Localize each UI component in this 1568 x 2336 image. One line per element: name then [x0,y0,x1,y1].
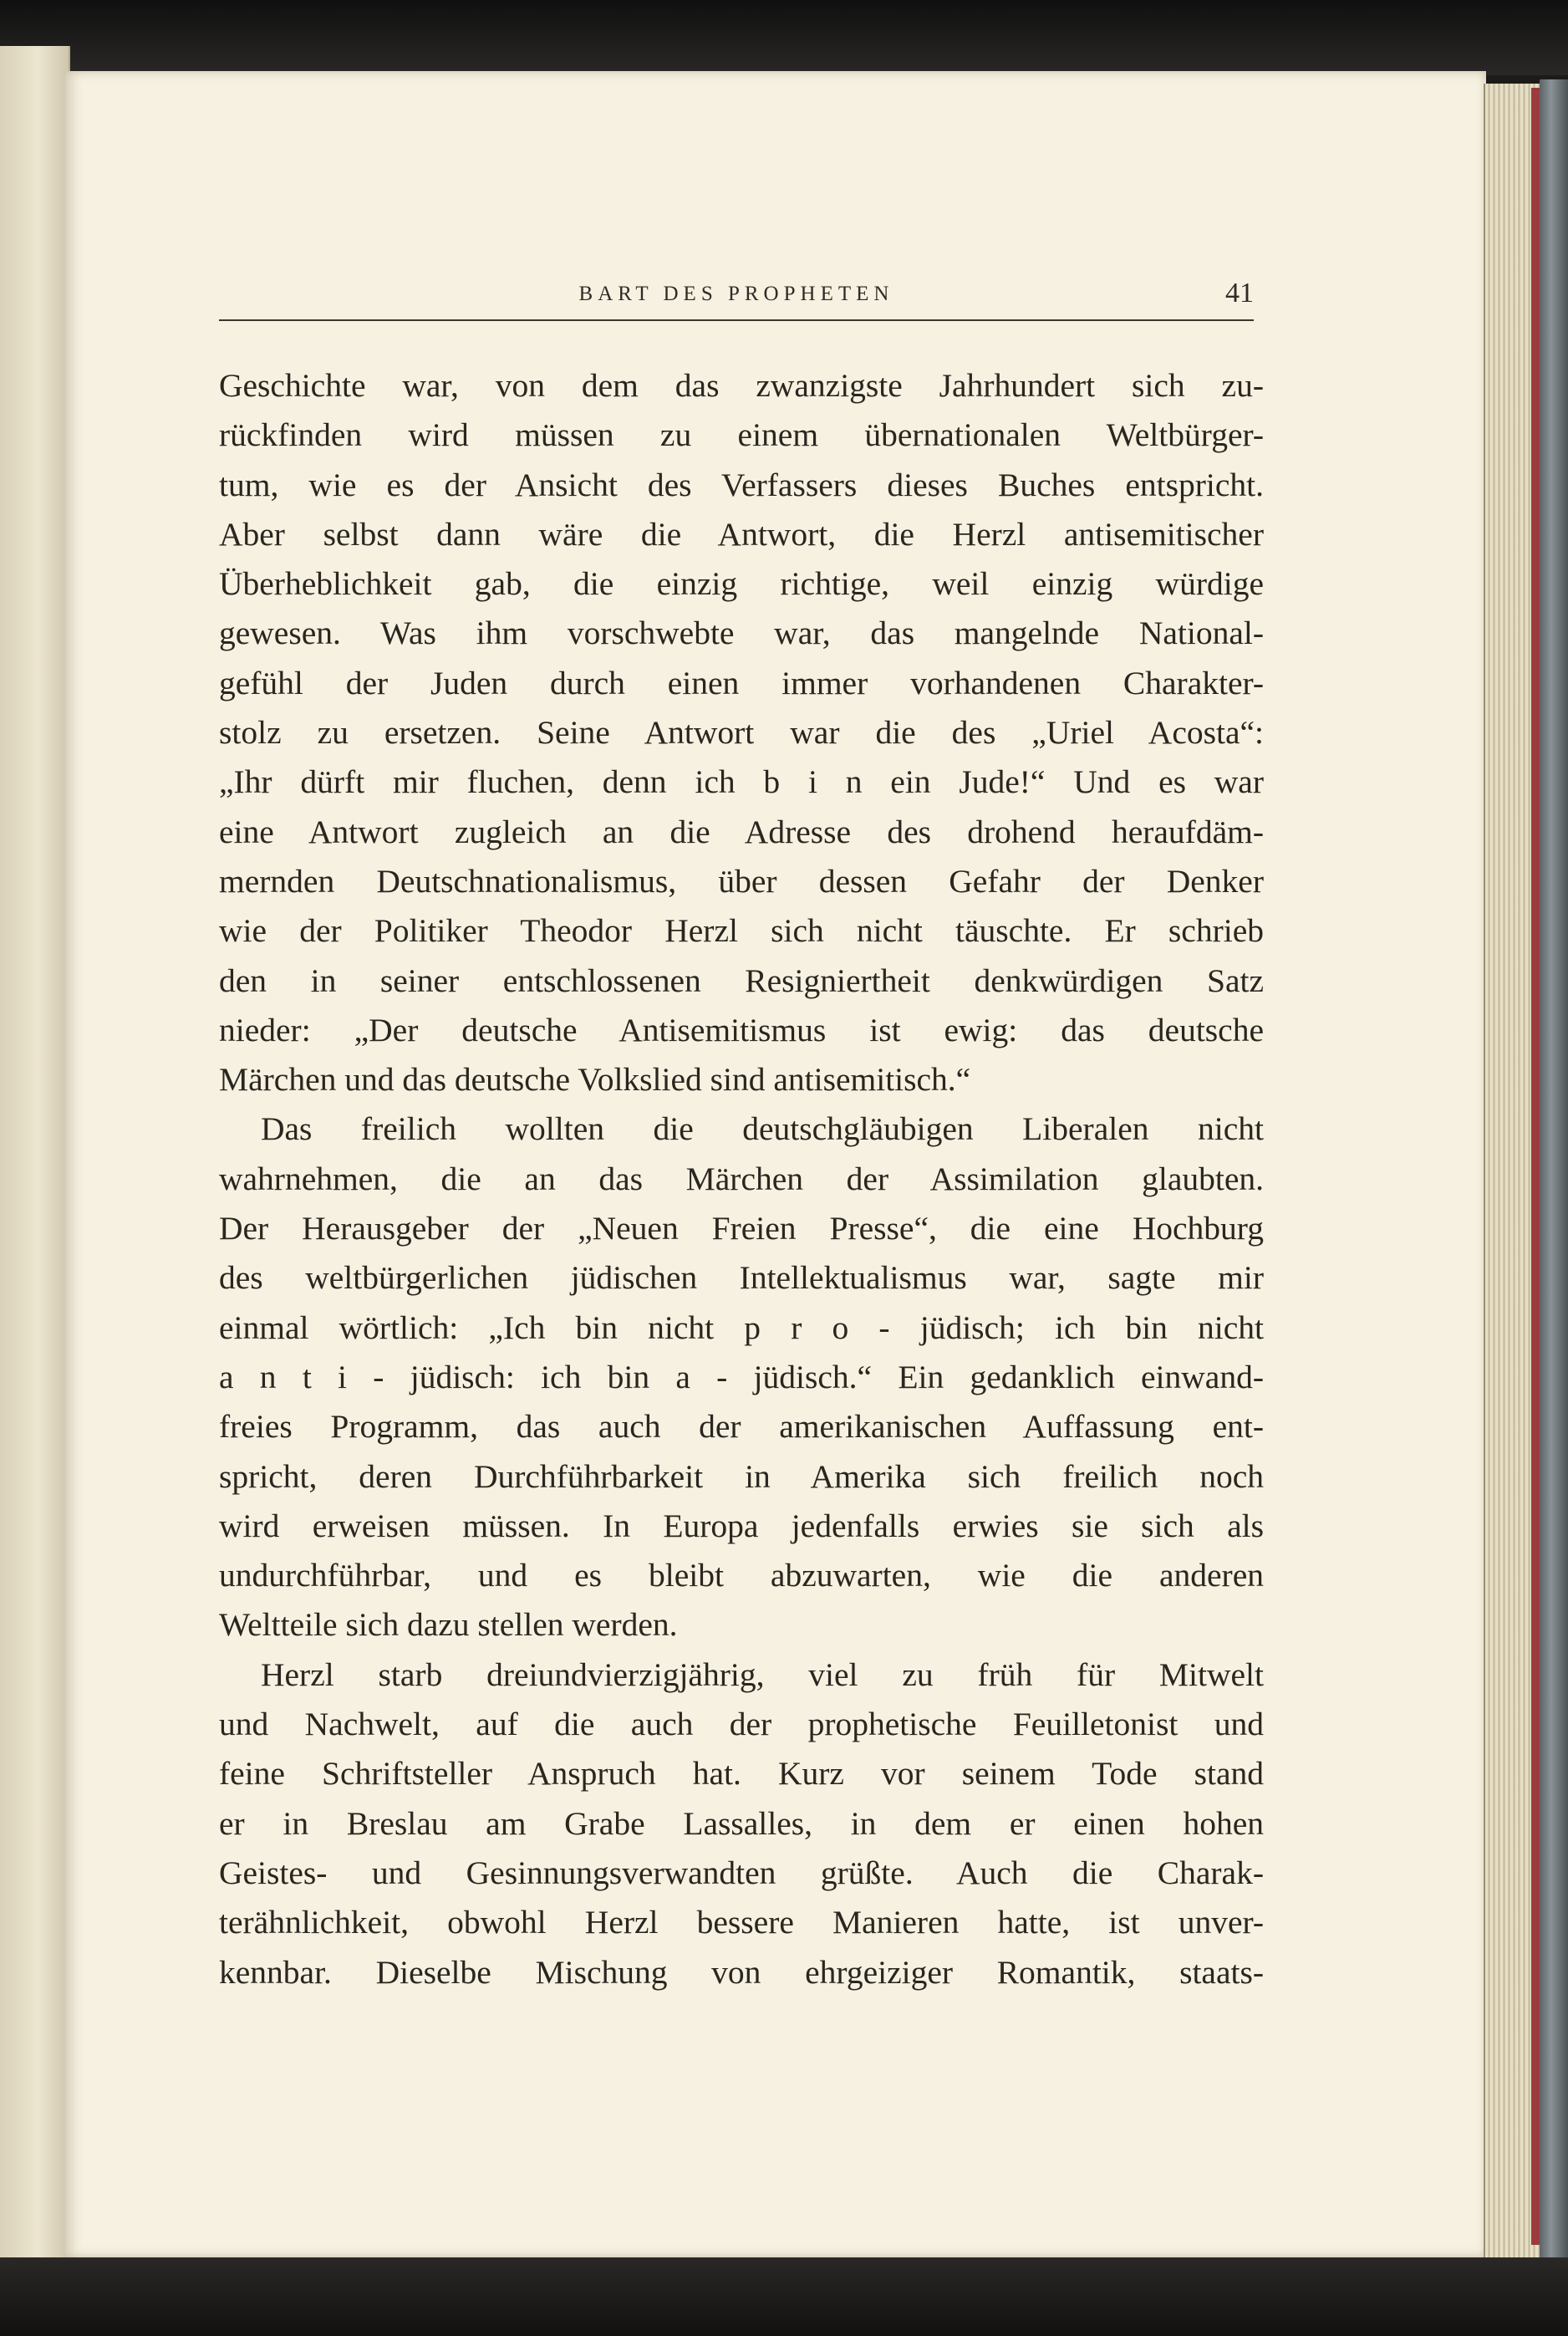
text-line: und Nachwelt, auf die auch der prophetische Feuilletonist und [219,1706,1264,1743]
text-line: gefühl der Juden durch einen immer vorhandenen Charakter- [219,664,1264,701]
text-line: rückfinden wird müssen zu einem übernationalen Weltbürger- [219,416,1264,454]
text-line: a n t i - jüdisch: ich bin a - jüdisch.“ Ein gedanklich einwand- [219,1358,1264,1395]
text-line: Überheblichkeit gab, die einzig richtige, weil einzig würdige [219,565,1264,603]
text-line: wahrnehmen, die an das Märchen der Assimilation glaubten. [219,1160,1264,1197]
text-line: terähnlichkeit, obwohl Herzl bessere Manieren hatte, ist unver- [219,1904,1264,1941]
text-line: Herzl starb dreiundvierzigjährig, viel zu früh für Mitwelt [261,1655,1264,1693]
page-number: 41 [1225,278,1254,309]
text-line: Der Herausgeber der „Neuen Freien Presse“, die eine Hochburg [219,1210,1264,1247]
text-line: wird erweisen müssen. In Europa jedenfalls erwies sie sich als [219,1507,1264,1544]
book-cover-edge [1540,79,1568,2278]
text-line: den in seiner entschlossenen Resigniertheit denkwürdigen Satz [219,961,1264,999]
text-line: Aber selbst dann wäre die Antwort, die Herzl antisemitischer [219,515,1264,553]
text-line: Märchen und das deutsche Volkslied sind antisemitisch.“ [219,1061,971,1099]
text-line: wie der Politiker Theodor Herzl sich nicht täuschte. Er schrieb [219,912,1264,950]
text-line: des weltbürgerlichen jüdischen Intellektualismus war, sagte mir [219,1259,1264,1297]
text-line: undurchführbar, und es bleibt abzuwarten, wie die anderen [219,1557,1264,1594]
text-line: einmal wörtlich: „Ich bin nicht p r o - jüdisch; ich bin nicht [219,1308,1264,1346]
text-line: spricht, deren Durchführbarkeit in Amerika sich freilich noch [219,1457,1264,1495]
text-line: nieder: „Der deutsche Antisemitismus ist ewig: das deutsche [219,1011,1264,1048]
text-line: tum, wie es der Ansicht des Verfassers dieses Buches entspricht. [219,466,1264,503]
text-line: Das freilich wollten die deutschgläubigen Liberalen nicht [261,1110,1264,1148]
running-head [219,278,1254,316]
text-line: gewesen. Was ihm vorschwebte war, das mangelnde National- [219,615,1264,652]
text-line: feine Schriftsteller Anspruch hat. Kurz vor seinem Tode stand [219,1755,1264,1793]
text-line: stolz zu ersetzen. Seine Antwort war die des „Uriel Acosta“: [219,714,1264,752]
facing-page-edge [0,46,70,2270]
text-line: Geistes- und Gesinnungsverwandten grüßte. Auch die Charak- [219,1854,1264,1891]
text-line: Weltteile sich dazu stellen werden. [219,1606,678,1644]
scan-background-top [0,0,1568,75]
running-title: BART DES PROPHETEN [578,283,894,305]
text-line: freies Programm, das auch der amerikanischen Auffassung ent- [219,1408,1264,1446]
scan-background-bottom [0,2257,1568,2336]
cover-inner-edge [1531,88,1540,2245]
text-line: kennbar. Dieselbe Mischung von ehrgeiziger Romantik, staats- [219,1953,1264,1991]
text-line: eine Antwort zugleich an die Adresse des drohend heraufdäm- [219,813,1264,850]
body-text [219,361,1264,1997]
text-line: Geschichte war, von dem das zwanzigste Jahrhundert sich zu- [219,367,1264,404]
text-line: mernden Deutschnationalismus, über dessen Gefahr der Denker [219,862,1264,900]
header-rule [219,319,1254,321]
text-line: „Ihr dürft mir fluchen, denn ich b i n ein Jude!“ Und es war [219,763,1264,801]
text-line: er in Breslau am Grabe Lassalles, in dem er einen hohen [219,1804,1264,1842]
